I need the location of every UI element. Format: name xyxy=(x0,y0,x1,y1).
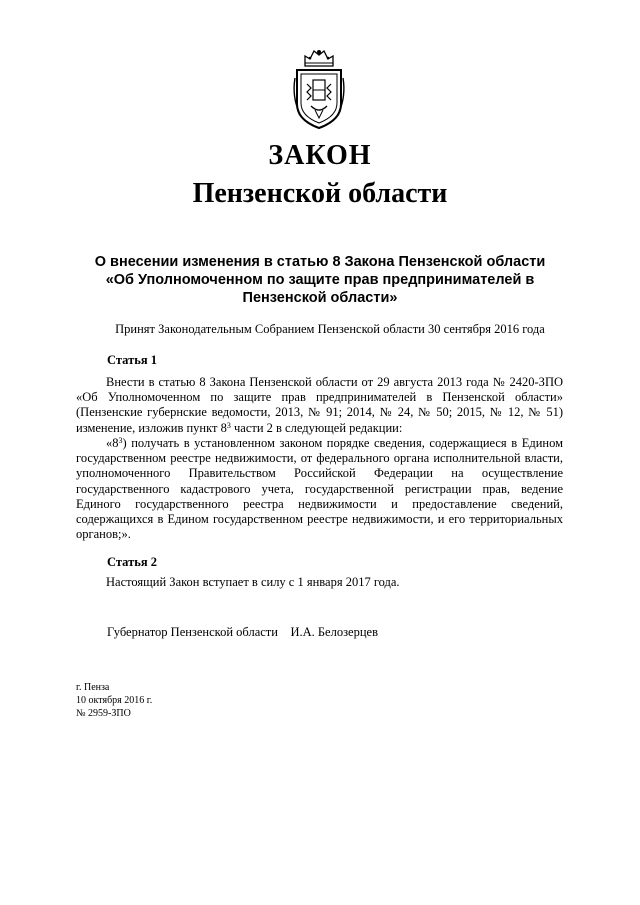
document-footer xyxy=(76,681,152,720)
signature-block xyxy=(107,625,378,640)
adoption-note: Принят Законодательным Собранием Пензенской области 30 сентября 2016 года xyxy=(115,322,545,336)
footer-city: г. Пенза xyxy=(76,682,110,693)
subject-line: «Об Уполномоченном по защите прав предпринимателей в xyxy=(105,272,535,288)
law-subject xyxy=(70,253,570,307)
coat-of-arms-icon xyxy=(291,48,347,130)
article-2-heading: Статья 2 xyxy=(107,555,157,569)
footer-number: № 2959-ЗПО xyxy=(76,708,131,719)
governor-position: Губернатор Пензенской области xyxy=(107,625,278,639)
article-1-heading: Статья 1 xyxy=(107,353,157,367)
subject-line: О внесении изменения в статью 8 Закона Пензенской области xyxy=(94,254,546,270)
subject-line: Пензенской области» xyxy=(242,290,398,306)
paragraph-text: Настоящий Закон вступает в силу с 1 января 2017 года. xyxy=(106,575,400,589)
paragraph-text: ) получать в установленном законом порядке сведения, содержащиеся в Едином государственном реестре недвижимости, от федерального органа исполнительной власти, уполномоченного Правительством Российской Федерации на осуществление государственного кадастрового учета, государственной регистрации прав, ведение Единого государственного реестра недвижимости и предоставление сведений, содержащихся в Едином государственном реестре недвижимости, и его территориальных органов;». xyxy=(76,436,563,542)
paragraph-text: части 2 в следующей редакции: xyxy=(230,420,403,435)
governor-name: И.А. Белозерцев xyxy=(290,625,378,639)
law-title: ЗАКОН xyxy=(268,140,372,171)
superscript: 3 xyxy=(226,420,231,430)
article-1-paragraph-2 xyxy=(76,436,563,542)
paragraph-text: Внести в статью 8 Закона Пензенской области от 29 августа 2013 года № 2420-ЗПО «Об Уполномоченном по защите прав предпринимателей в Пензенской области» (Пензенские губернские ведомости, 2013, № 91; 2014, № 24, № 50; 2015, № 12, № 51) изменение, изложив пункт 8 xyxy=(76,375,563,435)
article-2-paragraph xyxy=(76,575,563,590)
law-region-subtitle: Пензенской области xyxy=(192,178,448,209)
article-1-paragraph-1 xyxy=(76,375,563,436)
superscript: 3 xyxy=(118,436,123,445)
paragraph-text: «8 xyxy=(106,436,119,450)
footer-date: 10 октября 2016 г. xyxy=(76,695,153,706)
